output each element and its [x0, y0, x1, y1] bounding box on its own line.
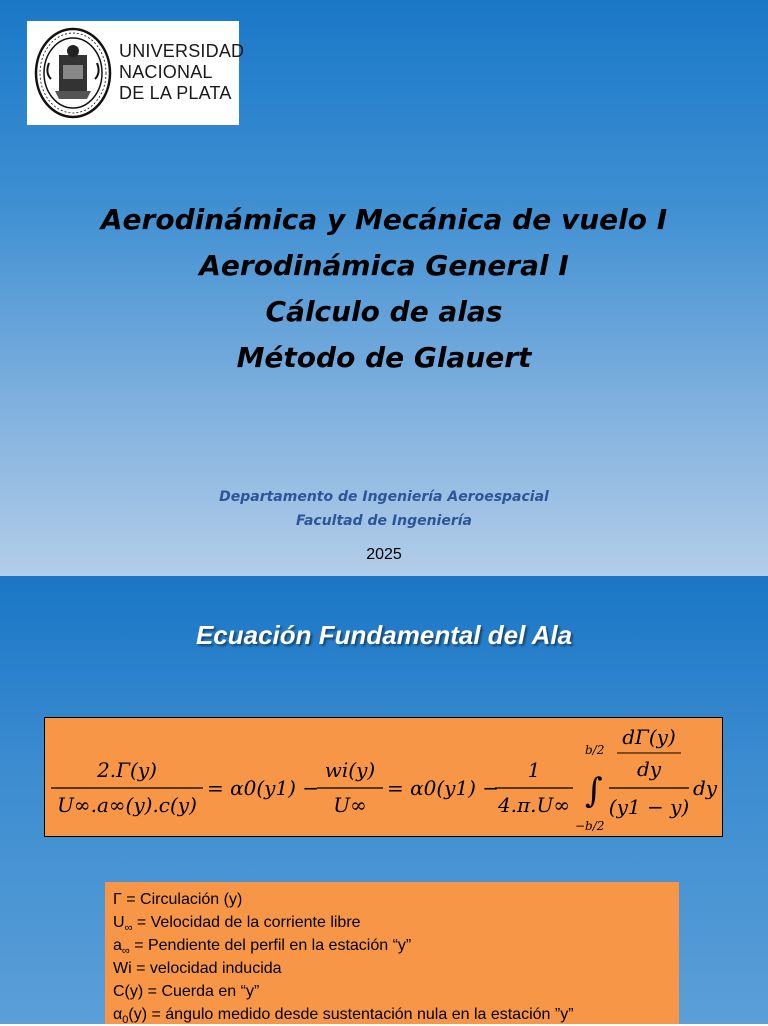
university-seal-icon: [33, 25, 113, 121]
differential: dy: [693, 776, 718, 800]
lhs-numerator: 2.Γ(y): [97, 758, 157, 782]
legend-item: $\alpha_0(y)$ = ángulo medido desde sustentación nula en la estación ”y”: [113, 1006, 574, 1026]
equation-graphic: [45, 718, 724, 838]
title-line: Aerodinámica General I: [199, 249, 569, 282]
integrand-denominator: (y1 − y): [608, 795, 690, 819]
integral-upper-limit: b/2: [585, 743, 605, 757]
lhs-denominator: U∞.a∞(y).c(y): [57, 793, 197, 817]
legend-item: C(y) = Cuerda en “y”: [113, 983, 260, 1000]
year-label: 2025: [366, 546, 402, 563]
legend-item: $a_\infty$ = Pendiente del perfil en la estación “y”: [113, 937, 412, 958]
integral-lower-limit: −b/2: [575, 819, 605, 833]
page-title: [0, 197, 768, 381]
wi-numerator: wi(y): [324, 758, 376, 782]
institution-name: UNIVERSIDAD NACIONAL DE LA PLATA: [119, 41, 245, 103]
alpha-term-2: = α0(y1) −: [387, 776, 500, 800]
university-logo: [27, 21, 245, 125]
faculty-name: Facultad de Ingeniería: [296, 513, 472, 529]
integrand-bottom: dy: [636, 757, 662, 781]
coef-numerator: 1: [527, 758, 541, 782]
integrand-top: dΓ(y): [622, 725, 676, 749]
equation-box: [44, 717, 723, 837]
title-line: Cálculo de alas: [265, 295, 503, 328]
integral-sign-icon: ∫: [585, 771, 603, 811]
department-block: [0, 485, 768, 533]
wi-denominator: U∞: [333, 793, 367, 817]
coef-denominator: 4.π.U∞: [497, 793, 571, 817]
legend-item: $U_\infty$ = Velocidad de la corriente libre: [113, 914, 361, 935]
legend-item: Γ = Circulación (y): [113, 891, 243, 908]
equation-heading: Ecuación Fundamental del Ala: [195, 620, 573, 650]
alpha-term: = α0(y1) −: [207, 776, 320, 800]
title-line: Aerodinámica y Mecánica de vuelo I: [100, 203, 668, 236]
legend-item: Wi = velocidad inducida: [113, 960, 282, 977]
title-line: Método de Glauert: [236, 341, 532, 374]
symbol-legend: [105, 882, 679, 1024]
department-name: Departamento de Ingeniería Aeroespacial: [219, 489, 549, 505]
